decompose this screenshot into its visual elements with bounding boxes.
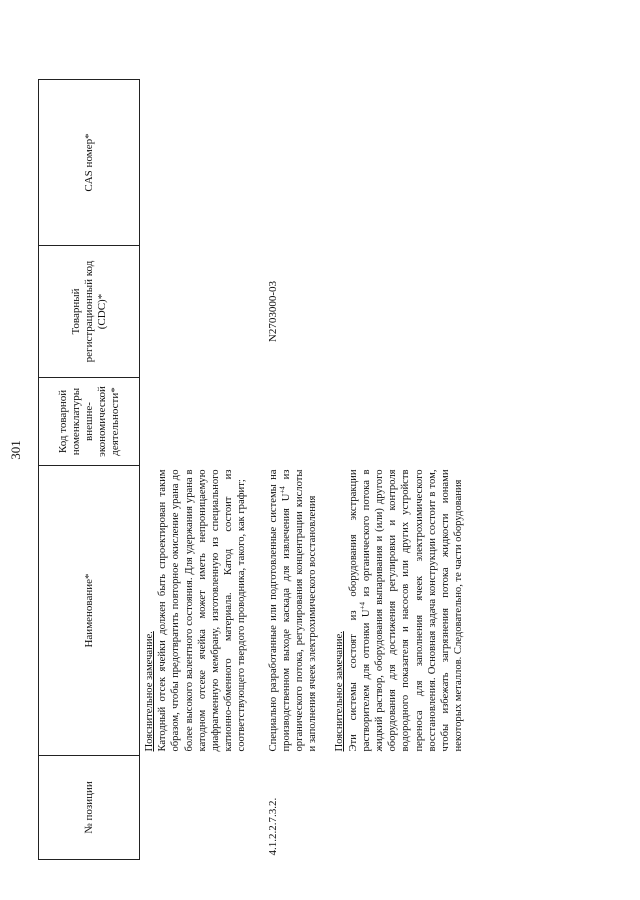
- cell-tn-ved: [264, 378, 469, 466]
- cell-cas: [264, 80, 469, 246]
- table-header-row: [39, 80, 140, 860]
- entry-note-text: Эти системы состоят из оборудования экстракции растворителем для отгонки $U^{+4}$ из органического потока в жидкий раствор, оборудования выпаривания и (или) другого оборудования для достижения регулировки и контроля водородного показателя и насосов или других устройств переноса для заполнения ячеек электрохимического восстановления. Основная задача конструкции состоит в том, чтобы избежать загрязнения потока жидкости ионами некоторых металлов. Следовательно, те части оборудования: [347, 469, 465, 752]
- entry-note-title: Пояснительное замечание.: [334, 631, 346, 752]
- table-row-entry: [264, 80, 469, 860]
- cell-position-empty: [140, 756, 252, 860]
- note-text: Катодный отсек ячейки должен быть спроектирован таким образом, чтобы предотвратить повторное окисление урана до более высокого валентного состояния. Для удержания урана в катодном отсеке ячейка может иметь непроницаемую диафрагменную мембрану, изготовленную из специального катионно-обменного материала. Катод состоит из соответствующего твердого проводника, такого, как графит;: [157, 469, 248, 752]
- cell-position: 4.1.2.2.7.3.2.: [266, 797, 279, 856]
- cell-cdc: N2703000-03: [266, 280, 279, 343]
- header-tn-ved: Код товарной номенклатуры внешне-экономической деятельности*: [39, 378, 140, 466]
- table-row-continuation: [140, 80, 252, 860]
- cell-name: [264, 466, 469, 756]
- header-name: Наименование*: [39, 466, 140, 756]
- classification-table: [38, 79, 468, 860]
- note-title: Пояснительное замечание.: [144, 631, 155, 752]
- page-number: 301: [8, 440, 23, 460]
- header-cdc: Товарный регистрационный код (CDC)*: [39, 246, 140, 378]
- header-position: № позиции: [39, 756, 140, 860]
- entry-description: Специально разработанные или подготовленные системы на производственном выходе каскада для извлечения $U^{+4}$ из органического потока, регулирования концентрации кислоты и заполнения ячеек электрохимического восстановления: [267, 469, 319, 752]
- header-cas: CAS номер*: [39, 80, 140, 246]
- cell-name-continuation: [140, 466, 252, 756]
